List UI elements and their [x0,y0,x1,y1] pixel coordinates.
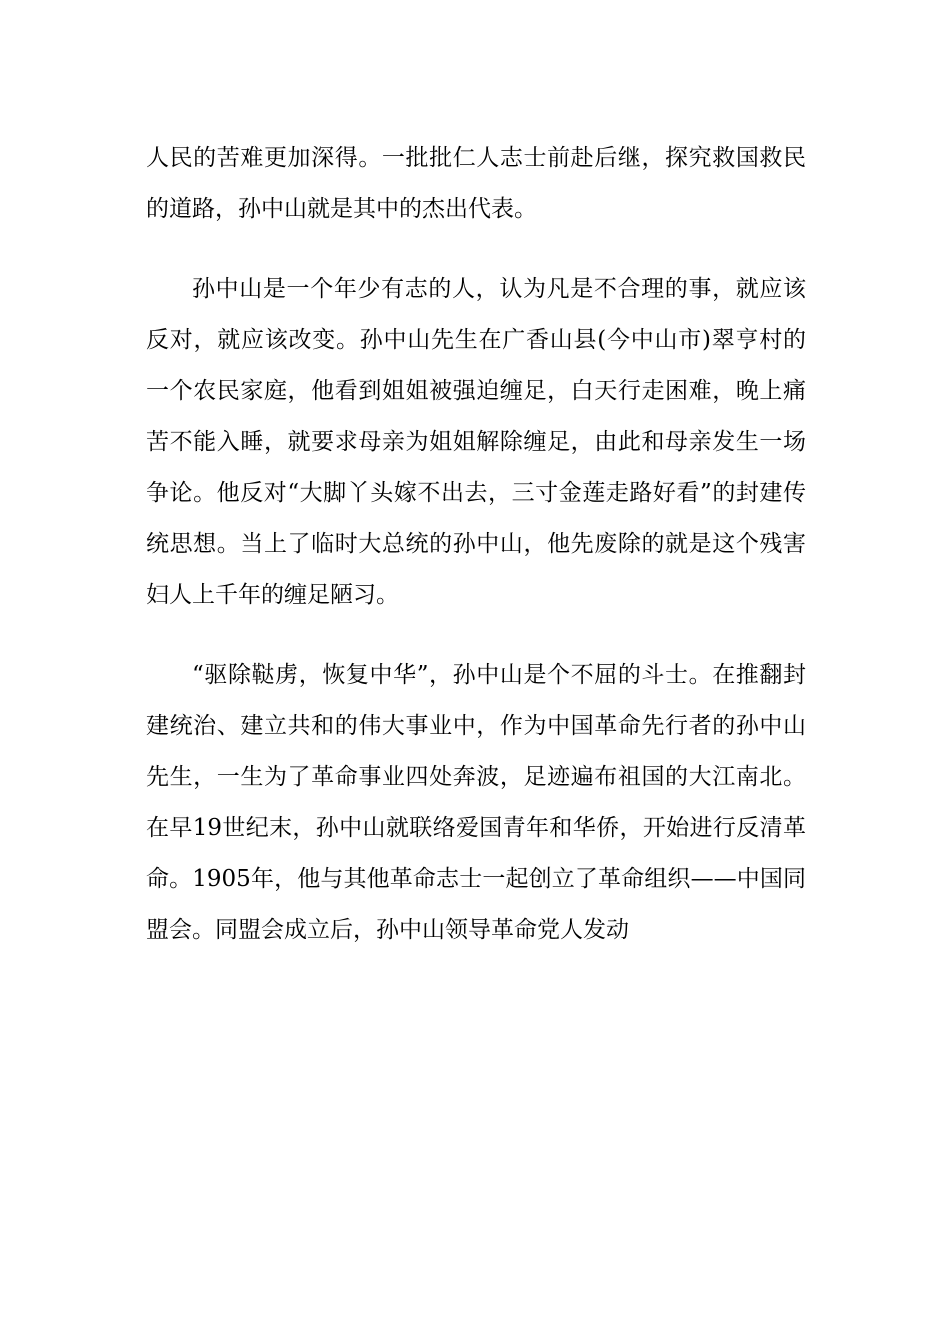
paragraph-2: 孙中山是一个年少有志的人，认为凡是不合理的事，就应该反对，就应该改变。孙中山先生在广香山县(今中山市)翠亨村的一个农民家庭，他看到姐姐被强迫缠足，白天行走困难，晚上痛苦不能入睡，就要求母亲为姐姐解除缠足，由此和母亲发生一场争论。他反对“大脚丫头嫁不出去，三寸金莲走路好看”的封建传统思想。当上了临时大总统的孙中山，他先废除的就是这个残害妇人上千年的缠足陋习。 [146,276,806,608]
paragraph-3: “驱除鞑虏，恢复中华”，孙中山是个不屈的斗士。在推翻封建统治、建立共和的伟大事业中，作为中国革命先行者的孙中山先生，一生为了革命事业四处奔波，足迹遍布祖国的大江南北。在早19世纪末，孙中山就联络爱国青年和华侨，开始进行反清革命。1905年，他与其他革命志士一起创立了革命组织——中国同盟会。同盟会成立后，孙中山领导革命党人发动 [146,662,806,943]
document-body [146,133,806,956]
paragraph-1: 人民的苦难更加深得。一批批仁人志士前赴后继，探究救国救民的道路，孙中山就是其中的杰出代表。 [146,145,806,222]
